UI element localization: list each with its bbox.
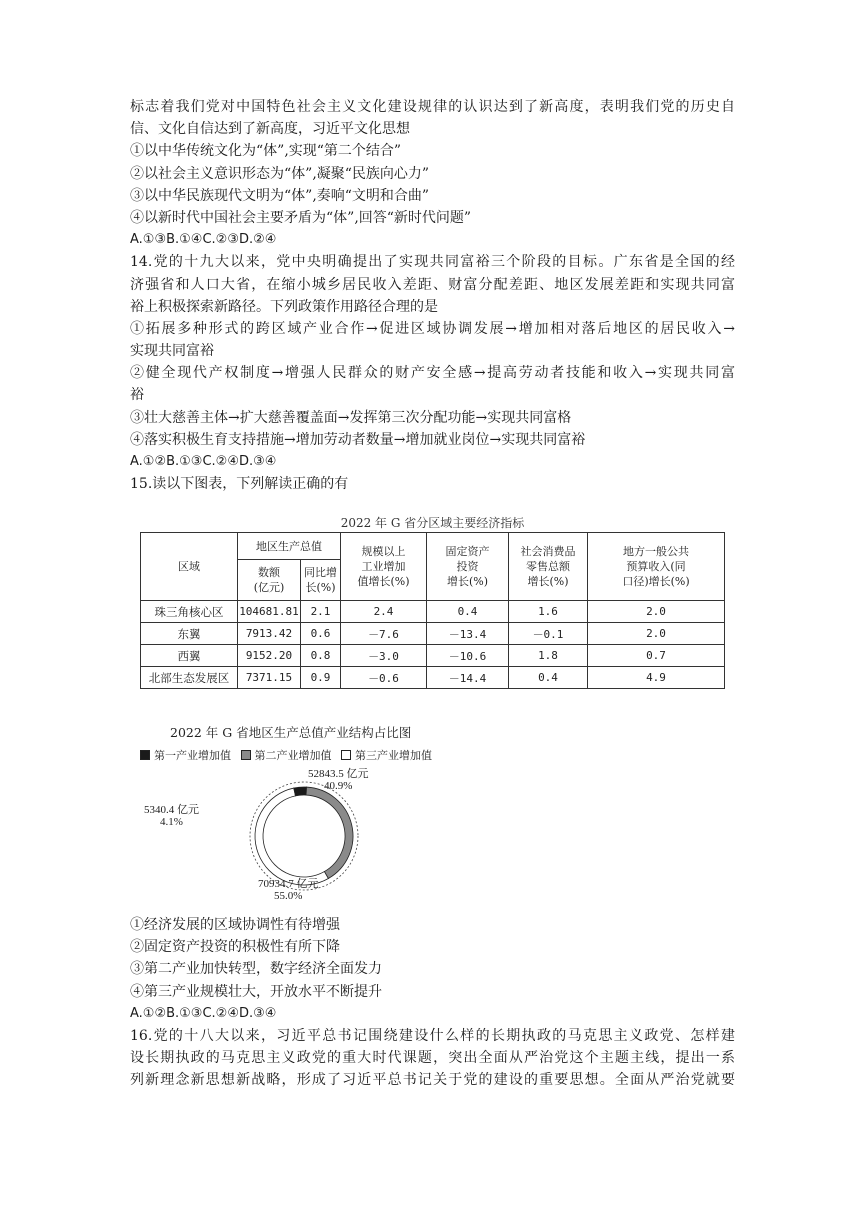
header-amount: 数额 (亿元) <box>238 560 301 601</box>
q13-option: ④以新时代中国社会主要矛盾为“体”,回答“新时代问题” <box>130 209 472 226</box>
table-cell: 1.8 <box>509 645 588 667</box>
q15-option: ④第三产业规模壮大，开放水平不断提升 <box>130 983 382 1000</box>
header-retail: 社会消费品 零售总额 增长(%) <box>509 533 588 601</box>
q15-stem: 15.读以下图表，下列解读正确的有 <box>130 476 349 493</box>
header-industry: 规模以上 工业增加 值增长(%) <box>341 533 427 601</box>
table-cell: 9152.20 <box>238 645 301 667</box>
q16-stem-line: 列新理念新思想新战略，形成了习近平总书记关于党的建设的重要思想。全面从严治党就要 <box>130 1072 735 1089</box>
table-cell: 北部生态发展区 <box>141 667 238 689</box>
donut-slice-primary <box>294 787 307 796</box>
economic-indicator-table <box>140 532 725 689</box>
table-cell: 2.0 <box>588 601 725 623</box>
q14-option: ①拓展多种形式的跨区域产业合作→促进区域协调发展→增加相对落后地区的居民收入→ <box>130 320 735 337</box>
gdp-structure-chart <box>140 720 560 910</box>
table-row <box>141 667 725 689</box>
question-text-bottom <box>130 914 735 1092</box>
table-cell: 7913.42 <box>238 623 301 645</box>
table-cell: 0.4 <box>427 601 509 623</box>
table-row <box>141 623 725 645</box>
q15-answers: A.①②B.①③C.②④D.③④ <box>130 1005 277 1021</box>
table-cell: 0.6 <box>301 623 341 645</box>
q13-option: ①以中华传统文化为“体”,实现“第二个结合” <box>130 143 402 160</box>
header-gdp: 地区生产总值 <box>238 533 341 560</box>
q13-stem-line: 信、文化自信达到了新高度，习近平文化思想 <box>130 121 410 138</box>
q14-stem-line: 14.党的十九大以来，党中央明确提出了实现共同富裕三个阶段的目标。广东省是全国的经 <box>130 254 735 271</box>
q14-stem-line: 济强省和人口大省，在缩小城乡居民收入差距、财富分配差距、地区发展差距和实现共同富 <box>130 276 735 293</box>
legend-label-primary: 第一产业增加值 <box>154 749 231 762</box>
table-cell: 7371.15 <box>238 667 301 689</box>
q13-answers: A.①③B.①④C.②③D.②④ <box>130 232 277 248</box>
secondary-value-label: 52843.5 亿元 <box>308 768 369 780</box>
table-cell: 珠三角核心区 <box>141 601 238 623</box>
q16-stem-line: 16.党的十八大以来，习近平总书记围绕建设什么样的长期执政的马克思主义政党、怎样建 <box>130 1027 735 1044</box>
q14-option: ④落实积极生育支持措施→增加劳动者数量→增加就业岗位→实现共同富裕 <box>130 431 586 448</box>
table-cell: －14.4 <box>427 667 509 689</box>
secondary-percent-label: 40.9% <box>324 780 353 792</box>
table-cell: 0.4 <box>509 667 588 689</box>
donut-slice-tertiary <box>255 788 328 885</box>
q14-option: ③壮大慈善主体→扩大慈善覆盖面→发挥第三次分配功能→实现共同富格 <box>130 409 572 426</box>
q14-answers: A.①②B.①③C.②④D.③④ <box>130 454 277 469</box>
table-cell: 0.8 <box>301 645 341 667</box>
table-cell: 4.9 <box>588 667 725 689</box>
table-cell: 2.4 <box>341 601 427 623</box>
q14-option: 实现共同富裕 <box>130 343 214 360</box>
table-title: 2022 年 G 省分区域主要经济指标 <box>340 516 525 530</box>
table-cell: 西翼 <box>141 645 238 667</box>
q15-option: ③第二产业加快转型，数字经济全面发力 <box>130 961 382 978</box>
table-cell: －0.1 <box>509 623 588 645</box>
economic-indicator-table-block <box>140 514 725 689</box>
table-cell: 2.0 <box>588 623 725 645</box>
table-cell: 东翼 <box>141 623 238 645</box>
primary-data-label <box>144 804 199 828</box>
q13-stem-line: 标志着我们党对中国特色社会主义文化建设规律的认识达到了新高度，表明我们党的历史自 <box>130 99 735 115</box>
primary-value-label: 5340.4 亿元 <box>144 804 199 816</box>
header-yoy: 同比增 长(%) <box>301 560 341 601</box>
donut-slice-secondary <box>306 787 353 878</box>
table-cell: 2.1 <box>301 601 341 623</box>
tertiary-data-label <box>258 878 319 902</box>
header-fixed-asset: 固定资产 投资 增长(%) <box>427 533 509 601</box>
table-row <box>141 601 725 623</box>
donut-chart <box>140 720 560 910</box>
donut-outer-ring <box>250 782 358 890</box>
table-cell: 0.7 <box>588 645 725 667</box>
q14-option: ②健全现代产权制度→增强人民群众的财产安全感→提高劳动者技能和收入→实现共同富 <box>130 365 735 382</box>
table-row <box>141 645 725 667</box>
table-cell: －0.6 <box>341 667 427 689</box>
table-cell: －3.0 <box>341 645 427 667</box>
q15-option: ①经济发展的区域协调性有待增强 <box>130 917 340 933</box>
q16-stem-line: 设长期执政的马克思主义政党的重大时代课题，突出全面从严治党这个主题主线，提出一系 <box>130 1050 735 1067</box>
header-region: 区域 <box>141 533 238 601</box>
header-budget: 地方一般公共 预算收入(同 口径)增长(%) <box>588 533 725 601</box>
legend-label-tertiary: 第三产业增加值 <box>355 749 432 762</box>
table-cell: －10.6 <box>427 645 509 667</box>
legend-label-secondary: 第二产业增加值 <box>254 749 332 762</box>
table-cell: 104681.81 <box>238 601 301 623</box>
q15-option: ②固定资产投资的积极性有所下降 <box>130 939 340 956</box>
q14-stem-line: 裕上积极探索新路径。下列政策作用路径合理的是 <box>130 298 438 315</box>
chart-title: 2022 年 G 省地区生产总值产业结构占比图 <box>170 725 412 740</box>
table-cell: 1.6 <box>509 601 588 623</box>
secondary-data-label <box>308 768 369 792</box>
question-text-top <box>130 96 735 495</box>
q14-option: 裕 <box>130 387 144 404</box>
tertiary-percent-label: 55.0% <box>274 890 303 902</box>
q13-option: ②以社会主义意识形态为“体”,凝聚“民族向心力” <box>130 165 430 182</box>
primary-percent-label: 4.1% <box>160 816 183 828</box>
table-cell: －13.4 <box>427 623 509 645</box>
q13-option: ③以中华民族现代文明为“体”,奏响“文明和合曲” <box>130 187 430 204</box>
tertiary-value-label: 70934.7 亿元 <box>258 878 319 890</box>
table-cell: －7.6 <box>341 623 427 645</box>
table-cell: 0.9 <box>301 667 341 689</box>
